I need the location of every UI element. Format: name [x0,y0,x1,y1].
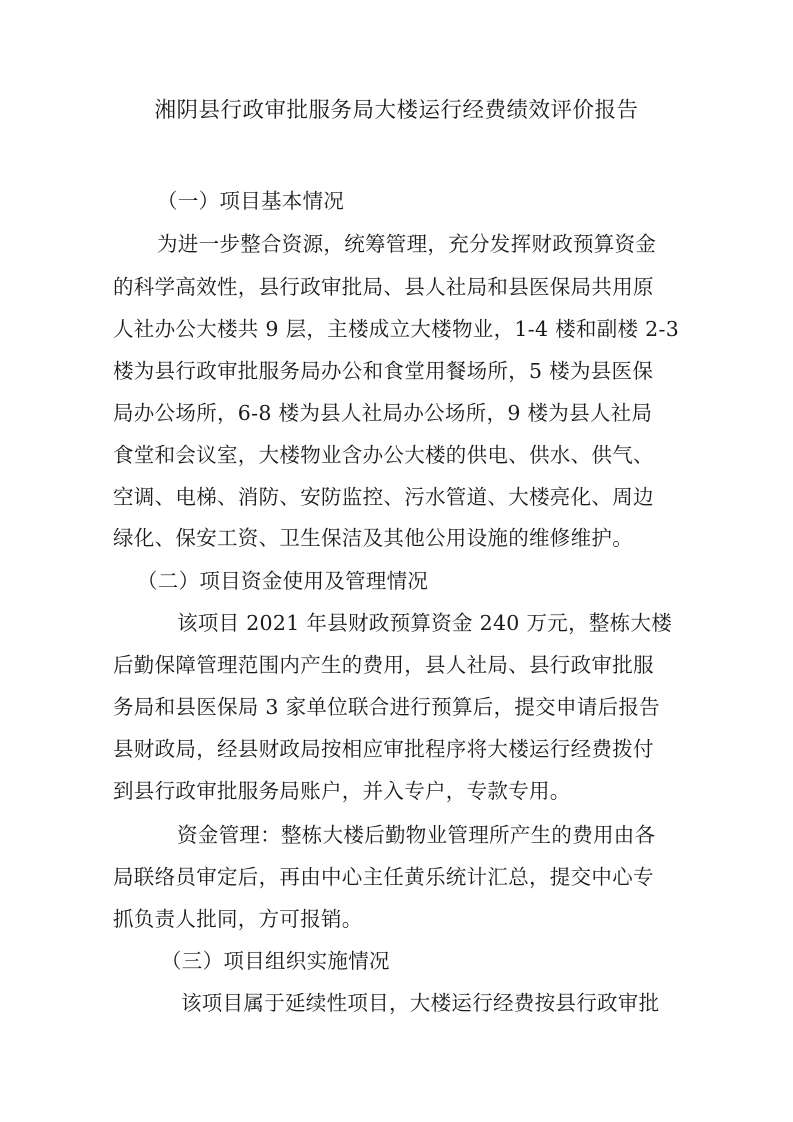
section-1-line: 人社办公大楼共 9 层，主楼成立大楼物业，1-4 楼和副楼 2-3 [113,317,680,341]
section-1-line: 局办公场所，6-8 楼为县人社局办公场所，9 楼为县人社局 [113,401,653,425]
section-1-heading: （一）项目基本情况 [157,189,345,213]
section-1-line: 空调、电梯、消防、安防监控、污水管道、大楼亮化、周边 [113,485,654,509]
section-2-line: 后勤保障管理范围内产生的费用，县人社局、县行政审批服 [113,653,654,677]
section-2-line: 县财政局，经县财政局按相应审批程序将大楼运行经费拨付 [113,737,654,761]
document-title: 湘阴县行政审批服务局大楼运行经费绩效评价报告 [154,98,639,123]
section-1-line: 的科学高效性，县行政审批局、县人社局和县医保局共用原 [113,275,654,299]
section-2-line: 到县行政审批服务局账户，并入专户，专款专用。 [113,779,571,803]
section-1-line: 楼为县行政审批服务局办公和食堂用餐场所，5 楼为县医保 [113,359,654,383]
section-2-line: 资金管理：整栋大楼后勤物业管理所产生的费用由各 [177,823,656,847]
section-1-line: 食堂和会议室，大楼物业含办公大楼的供电、供水、供气、 [113,443,654,467]
section-2-line: 务局和县医保局 3 家单位联合进行预算后，提交申请后报告 [113,695,660,719]
section-2-line: 抓负责人批同，方可报销。 [113,907,363,931]
section-2-heading: （二）项目资金使用及管理情况 [137,569,429,593]
section-3-heading: （三）项目组织实施情况 [161,949,390,973]
section-1-line: 绿化、保安工资、卫生保洁及其他公用设施的维修维护。 [113,526,633,550]
section-1-line: 为进一步整合资源，统筹管理，充分发挥财政预算资金 [157,232,657,256]
section-2-line: 该项目 2021 年县财政预算资金 240 万元，整栋大楼 [177,611,673,635]
section-2-line: 局联络员审定后，再由中心主任黄乐统计汇总，提交中心专 [113,865,654,889]
section-3-line: 该项目属于延续性项目，大楼运行经费按县行政审批 [181,991,660,1015]
